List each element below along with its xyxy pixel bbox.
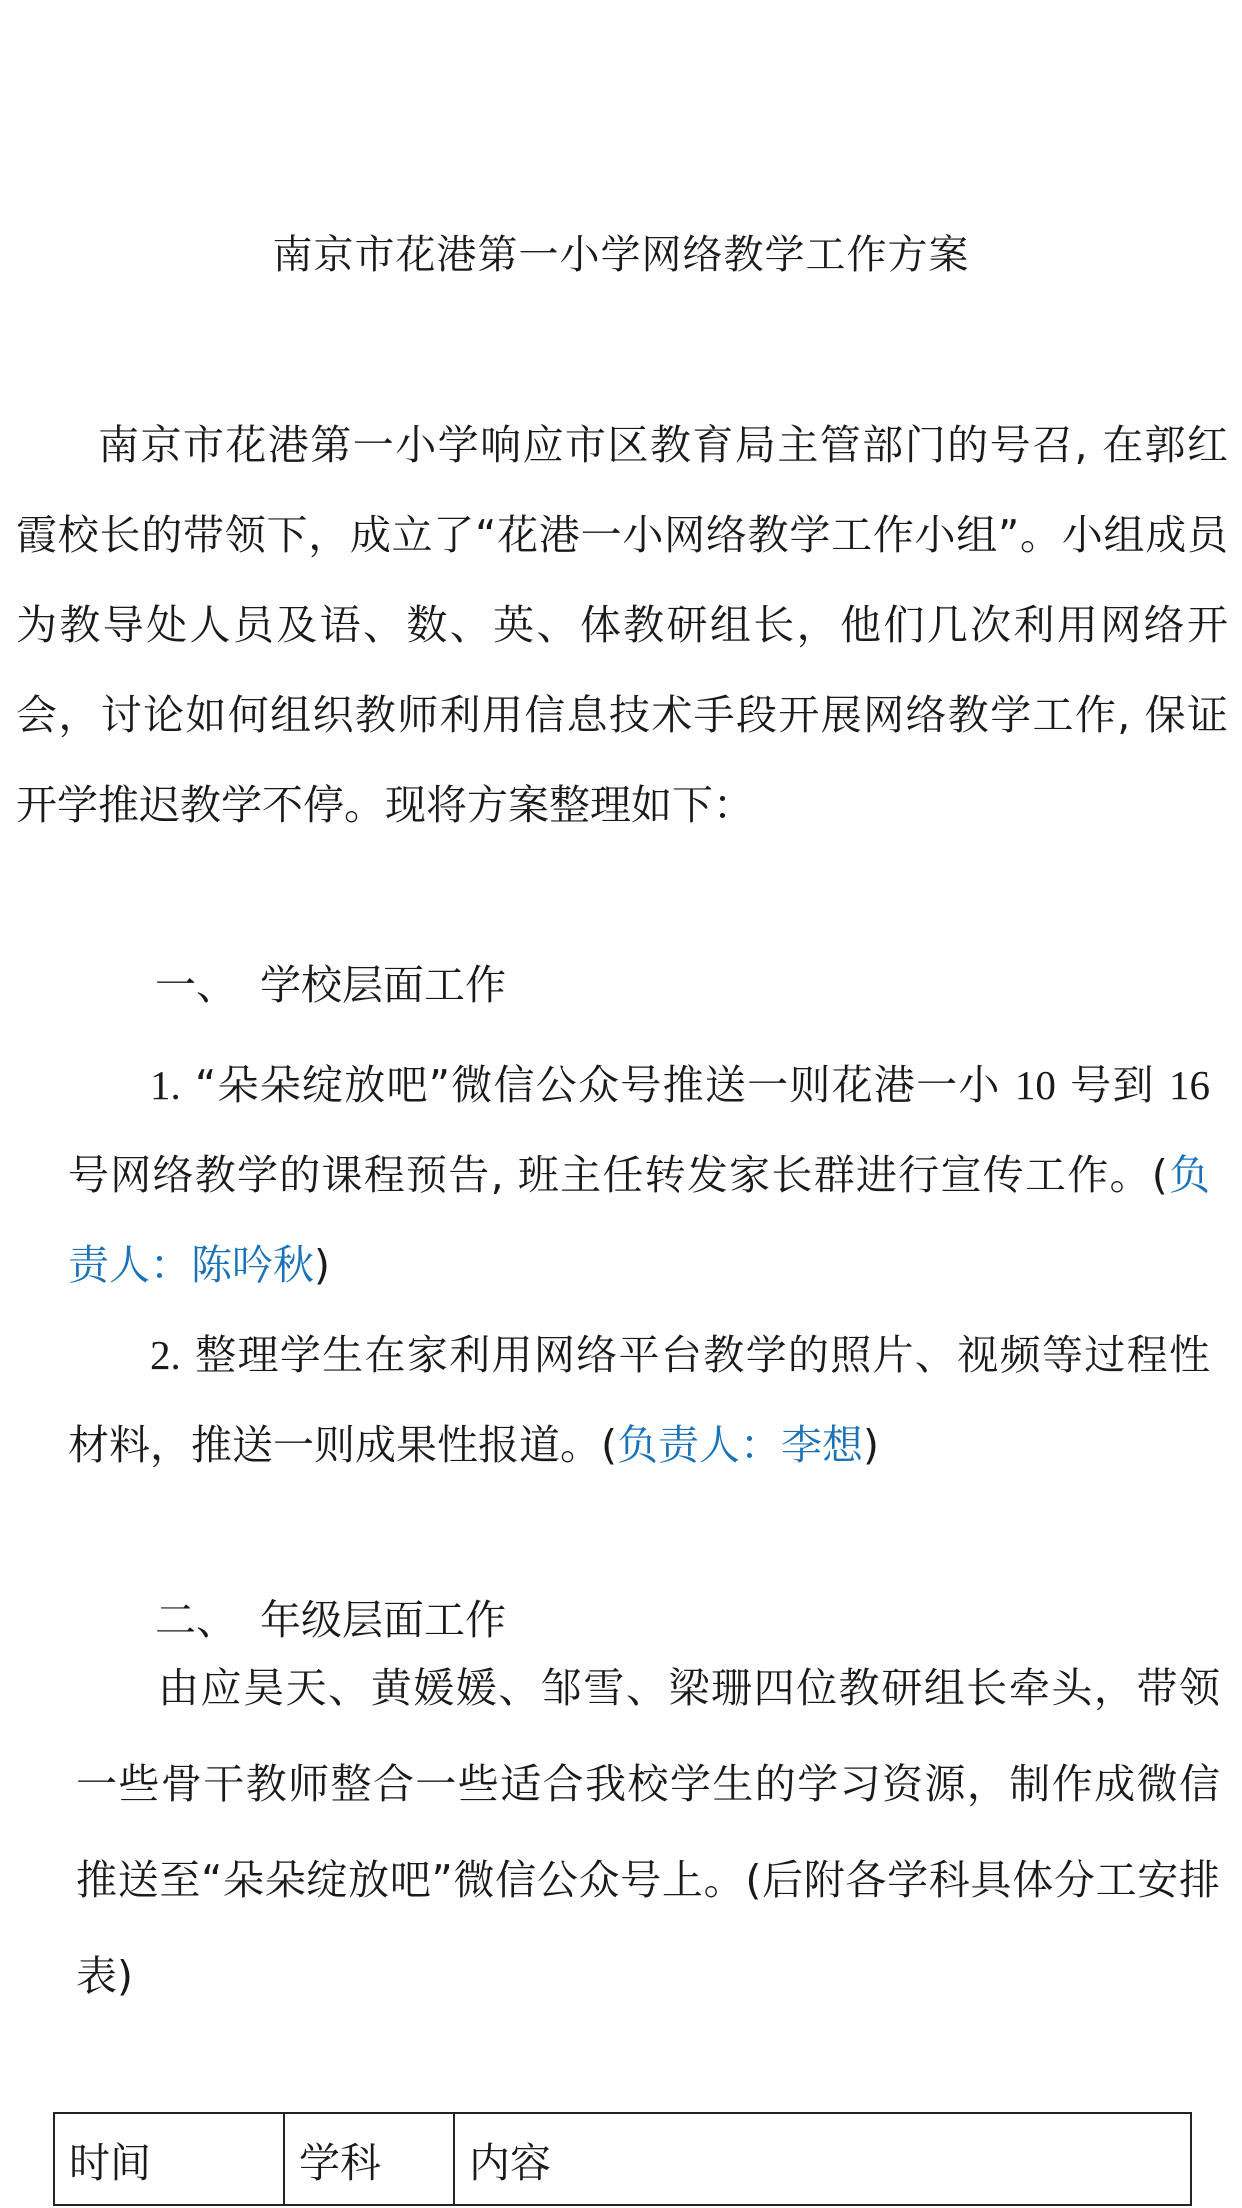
table-header-time: 时间 bbox=[54, 2113, 284, 2205]
assignment-table bbox=[53, 2112, 1192, 2206]
section-number: 一、 bbox=[155, 961, 237, 1009]
section-heading-school bbox=[155, 955, 506, 1015]
section-number: 二、 bbox=[155, 1596, 237, 1644]
intro-paragraph: 南京市花港第一小学响应市区教育局主管部门的号召, 在郭红霞校长的带领下，成立了“花港一小网络教学工作小组”。小组成员为教导处人员及语、数、英、体教研组长，他们几次利用网络开会，讨论如何组织教师利用信息技术手段开展网络教学工作, 保证开学推迟教学不停。现将方案整理如下： bbox=[16, 421, 1228, 829]
item-close: ) bbox=[314, 1241, 330, 1289]
list-item-1 bbox=[68, 1040, 1210, 1310]
item-date-end: 16 bbox=[1169, 1062, 1210, 1108]
item-close: ) bbox=[863, 1421, 879, 1469]
grade-paragraph: 由应昊天、黄媛媛、邹雪、梁珊四位教研组长牵头，带领一些骨干教师整合一些适合我校学生的学习资源，制作成微信推送至“朵朵绽放吧”微信公众号上。(后附各学科具体分工安排表) bbox=[76, 1664, 1220, 2000]
list-item-2 bbox=[68, 1310, 1210, 1490]
item-text-b: 号到 bbox=[1070, 1061, 1155, 1109]
item-number: 2. bbox=[150, 1332, 181, 1378]
table-header-content: 内容 bbox=[454, 2113, 1191, 2205]
item-owner: 负责人：李想 bbox=[617, 1421, 863, 1469]
item-date-start: 10 bbox=[1014, 1062, 1056, 1108]
item-text: 整理学生在家利用网络平台教学的照片、视频等过程性材料，推送一则成果性报道。( bbox=[68, 1331, 1210, 1469]
table-header-row bbox=[54, 2113, 1191, 2205]
item-text-c: 号网络教学的课程预告, 班主任转发家长群进行宣传工作。( bbox=[68, 1151, 1168, 1199]
section-title: 年级层面工作 bbox=[260, 1596, 506, 1644]
document-title: 南京市花港第一小学网络教学工作方案 bbox=[272, 232, 970, 278]
item-owner: 负责人：陈吟秋 bbox=[68, 1151, 1211, 1289]
table-header-subject: 学科 bbox=[284, 2113, 454, 2205]
item-number: 1. bbox=[150, 1062, 181, 1108]
item-text-a: “朵朵绽放吧”微信公众号推送一则花港一小 bbox=[195, 1061, 1001, 1109]
section-title: 学校层面工作 bbox=[260, 961, 506, 1009]
